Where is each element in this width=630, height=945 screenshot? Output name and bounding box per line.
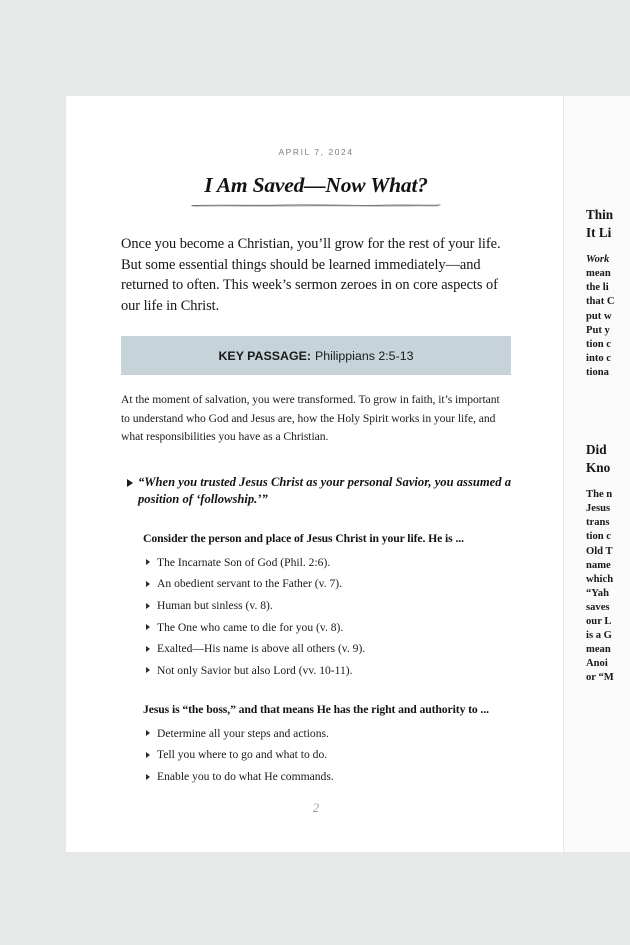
right-page-heading (586, 441, 630, 476)
key-passage-banner (121, 336, 511, 375)
key-passage-reference: Philippians 2:5-13 (314, 348, 414, 363)
bullet-list (143, 726, 511, 784)
list-item-text: Not only Savior but also Lord (vv. 10-11). (157, 663, 353, 677)
triangle-marker-icon (127, 479, 133, 487)
list-item-text: Determine all your steps and actions. (157, 726, 329, 740)
list-section-two (121, 702, 511, 784)
right-page-heading (586, 206, 630, 241)
text-line-fragment: is a G (586, 630, 612, 642)
text-line-fragment: saves (586, 601, 610, 613)
pull-quote-text: “When you trusted Jesus Christ as your personal Savior, you assumed a position of ‘followship.’” (138, 474, 511, 507)
list-item (143, 598, 511, 613)
list-item (143, 576, 511, 591)
text-line-fragment: Jesus (586, 503, 611, 515)
list-heading: Jesus is “the boss,” and that means He has the right and authority to ... (143, 702, 489, 716)
triangle-bullet-icon (146, 752, 150, 758)
text-line-fragment: that C (586, 296, 615, 308)
list-item-text: The One who came to die for you (v. 8). (157, 620, 344, 634)
title-block (121, 173, 511, 207)
list-item-text: Enable you to do what He commands. (157, 769, 334, 783)
right-page-body (586, 488, 630, 685)
text-line-fragment: Thin (586, 207, 614, 222)
text-line-fragment: put w (586, 310, 612, 322)
right-page-block-two (586, 441, 630, 686)
text-line-fragment: trans (586, 517, 610, 529)
text-line-fragment: into c (586, 352, 612, 364)
pull-quote (121, 474, 511, 509)
text-line-fragment: tion c (586, 338, 612, 350)
list-heading: Consider the person and place of Jesus Christ in your life. He is ... (143, 531, 464, 545)
right-page-block-one (586, 206, 630, 380)
text-line-fragment: Work (586, 254, 610, 266)
text-line-fragment: or “M (586, 672, 614, 684)
text-line-fragment: the li (586, 282, 609, 294)
text-line-fragment: Did (586, 442, 607, 457)
text-line-fragment: mean (586, 644, 611, 656)
text-line-fragment: which (586, 573, 614, 585)
text-line-fragment: name (586, 559, 611, 571)
triangle-bullet-icon (146, 774, 150, 780)
left-page-content (121, 96, 511, 852)
bullet-list (143, 555, 511, 678)
text-line-fragment: Kno (586, 459, 611, 475)
spacer (586, 241, 630, 253)
list-section-one (121, 531, 511, 678)
text-line-fragment: mean (586, 268, 611, 280)
list-item (143, 769, 511, 784)
triangle-bullet-icon (146, 667, 150, 673)
spacer (586, 476, 630, 488)
publication-date: APRIL 7, 2024 (278, 147, 354, 157)
page-number: 2 (312, 801, 320, 815)
text-line-fragment: The n (586, 489, 613, 501)
triangle-bullet-icon (146, 559, 150, 565)
text-line-fragment: It Li (586, 224, 612, 240)
text-line-fragment: “Yah (586, 587, 609, 599)
right-page-clipped (564, 96, 630, 852)
triangle-bullet-icon (146, 581, 150, 587)
list-item (143, 620, 511, 635)
text-line-fragment: our L (586, 616, 612, 628)
intro-paragraph: Once you become a Christian, you’ll grow for the rest of your life. But some essential things should be learned immediately—and returned to often. This week’s sermon zeroes in on core aspects of our life in Christ. (121, 236, 501, 314)
text-line-fragment: tiona (586, 366, 609, 378)
key-passage-label: KEY PASSAGE: (218, 348, 311, 363)
triangle-bullet-icon (146, 624, 150, 630)
list-item (143, 747, 511, 762)
text-line-fragment: Old T (586, 545, 613, 557)
list-item (143, 663, 511, 678)
list-item (143, 726, 511, 741)
left-page (66, 96, 563, 852)
title-underline-decoration (191, 203, 441, 207)
text-line-fragment: Anoi (586, 658, 608, 670)
secondary-paragraph: At the moment of salvation, you were transformed. To grow in faith, it’s important to understand who God and Jesus are, how the Holy Spirit works in your life, and what responsibilities you have as a Christian. (121, 393, 500, 444)
list-item-text: Tell you where to go and what to do. (157, 748, 328, 762)
list-item-text: The Incarnate Son of God (Phil. 2:6). (157, 555, 331, 569)
list-item-text: Human but sinless (v. 8). (157, 598, 273, 612)
right-page-body (586, 253, 630, 380)
triangle-bullet-icon (146, 646, 150, 652)
page-title: I Am Saved—Now What? (204, 173, 428, 197)
triangle-bullet-icon (146, 730, 150, 736)
text-line-fragment: tion c (586, 531, 612, 543)
list-item-text: An obedient servant to the Father (v. 7). (157, 577, 343, 591)
triangle-bullet-icon (146, 603, 150, 609)
list-item-text: Exalted—His name is above all others (v. 9). (157, 642, 366, 656)
text-line-fragment: Put y (586, 324, 610, 336)
list-item (143, 555, 511, 570)
list-item (143, 641, 511, 656)
